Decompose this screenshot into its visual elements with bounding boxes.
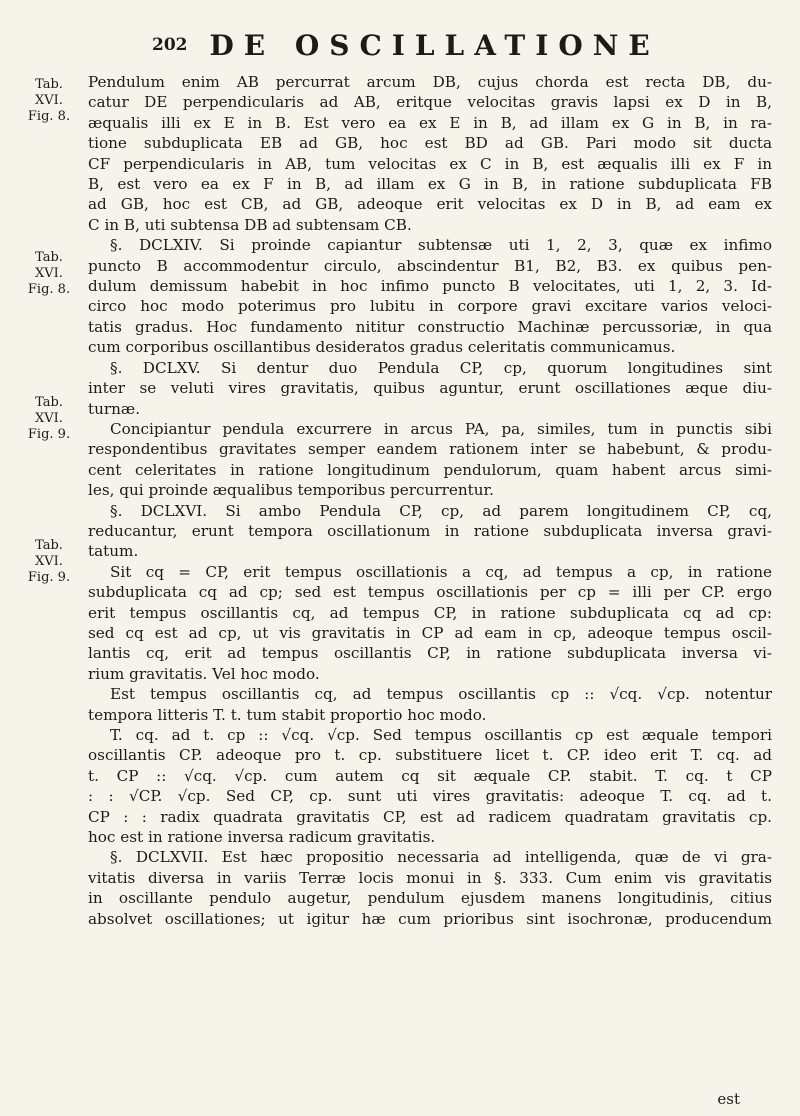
text-line: CP : : radix quadrata gravitatis CP, est ad radicem quadratam gravitatis cp. — [88, 807, 772, 826]
text-line: subduplicata cq ad cp; sed est tempus oscillationis per cp = illi per CP. ergo — [88, 583, 772, 602]
text-line: reducantur, erunt tempora oscillationum in ratione subduplicata inversa gravi- — [88, 521, 772, 540]
text-line: Sit cq = CP, erit tempus oscillationis a cq, ad tempus a cp, in ratione — [110, 562, 772, 581]
text-line: : : √CP. √cp. Sed CP, cp. sunt uti vires gravitatis: adeoque T. cq. ad t. — [88, 787, 772, 806]
text-line: rium gravitatis. Vel hoc modo. — [88, 664, 320, 683]
section-start: §. DCLXVII. Est hæc propositio necessaria ad intelligenda, quæ de vi gra- — [110, 848, 772, 867]
margin-note: Tab. XVI. Fig. 8. — [27, 250, 71, 297]
text-line: B, est vero ea ex F in B, ad illam ex G in B, in ratione subduplicata FB — [88, 175, 772, 194]
section-start: §. DCLXV. Si dentur duo Pendula CP, cp, quorum longitudines sint — [110, 358, 772, 377]
text-line: C in B, uti subtensa DB ad subtensam CB. — [88, 215, 412, 234]
text-line: lantis cq, erit ad tempus oscillantis CP, in ratione subduplicata inversa vi- — [88, 644, 772, 663]
text-line: oscillantis CP. adeoque pro t. cp. substituere licet t. CP. ideo erit T. cq. ad — [88, 746, 772, 765]
text-line: catur DE perpendicularis ad AB, eritque velocitas gravis lapsi ex D in B, — [88, 93, 772, 112]
text-line: puncto B accommodentur circulo, abscindentur B1, B2, B3. ex quibus pen- — [88, 256, 772, 275]
text-line: Concipiantur pendula excurrere in arcus PA, pa, similes, tum in punctis sibi — [110, 419, 772, 438]
text-line: inter se veluti vires gravitatis, quibus aguntur, erunt oscillationes æque diu- — [88, 379, 772, 398]
text-line: CF perpendicularis in AB, tum velocitas ex C in B, est æqualis illi ex F in — [88, 154, 772, 173]
text-line: turnæ. — [88, 399, 141, 418]
text-line: circo hoc modo poterimus pro lubitu in corpore gravi excitare varios veloci- — [88, 297, 772, 316]
catchword: est — [717, 1090, 740, 1108]
text-line: ad GB, hoc est CB, ad GB, adeoque erit velocitas ex D in B, ad eam ex — [88, 195, 772, 214]
text-line: cum corporibus oscillantibus desideratos gradus celeritatis communicamus. — [88, 338, 676, 357]
text-line: cent celeritates in ratione longitudinum pendulorum, quam habent arcus simi- — [88, 460, 772, 479]
text-line: t. CP :: √cq. √cp. cum autem cq sit æquale CP. stabit. T. cq. t CP — [88, 766, 772, 785]
text-line: in oscillante pendulo augetur, pendulum ejusdem manens longitudinis, citius — [88, 889, 772, 908]
text-line: hoc est in ratione inversa radicum gravitatis. — [88, 828, 436, 847]
page-header — [152, 22, 672, 68]
text-line: Est tempus oscillantis cq, ad tempus oscillantis cp :: √cq. √cp. notentur — [110, 685, 772, 704]
text-line: les, qui proinde æqualibus temporibus percurrentur. — [88, 481, 494, 500]
text-line: absolvet oscillationes; ut igitur hæ cum prioribus sint isochronæ, producendum — [88, 909, 772, 928]
text-line: vitatis diversa in variis Terræ locis monui in §. 333. Cum enim vis gravitatis — [88, 868, 772, 887]
margin-note: Tab. XVI. Fig. 9. — [27, 395, 71, 442]
text-line: tione subduplicata EB ad GB, hoc est BD ad GB. Pari modo sit ducta — [88, 134, 772, 153]
text-line: æqualis illi ex E in B. Est vero ea ex E in B, ad illam ex G in B, in ra- — [88, 113, 772, 132]
body-text — [88, 72, 772, 929]
text-line: dulum demissum habebit in hoc infimo puncto B velocitates, uti 1, 2, 3. Id- — [88, 277, 772, 296]
margin-note: Tab. XVI. Fig. 9. — [27, 538, 71, 585]
page-number: 202 — [152, 35, 188, 55]
text-line: tatis gradus. Hoc fundamento nititur constructio Machinæ percussoriæ, in qua — [88, 317, 772, 336]
text-line: respondentibus gravitates semper eandem rationem inter se habebunt, & produ- — [88, 440, 772, 459]
running-title: DE OSCILLATIONE — [209, 28, 660, 62]
text-line: tatum. — [88, 542, 139, 561]
text-line: erit tempus oscillantis cq, ad tempus CP, in ratione subduplicata cq ad cp: — [88, 603, 772, 622]
section-start: §. DCLXVI. Si ambo Pendula CP, cp, ad parem longitudinem CP, cq, — [110, 501, 772, 520]
margin-note: Tab. XVI. Fig. 8. — [27, 77, 71, 124]
text-line: tempora litteris T. t. tum stabit proportio hoc modo. — [88, 705, 487, 724]
text-line: T. cq. ad t. cp :: √cq. √cp. Sed tempus oscillantis cp est æquale tempori — [110, 726, 772, 744]
text-line: sed cq est ad cp, ut vis gravitatis in CP ad eam in cp, adeoque tempus oscil- — [88, 623, 772, 642]
text-line: Pendulum enim AB percurrat arcum DB, cujus chorda est recta DB, du- — [88, 73, 772, 91]
section-start: §. DCLXIV. Si proinde capiantur subtensæ uti 1, 2, 3, quæ ex infimo — [110, 236, 772, 255]
